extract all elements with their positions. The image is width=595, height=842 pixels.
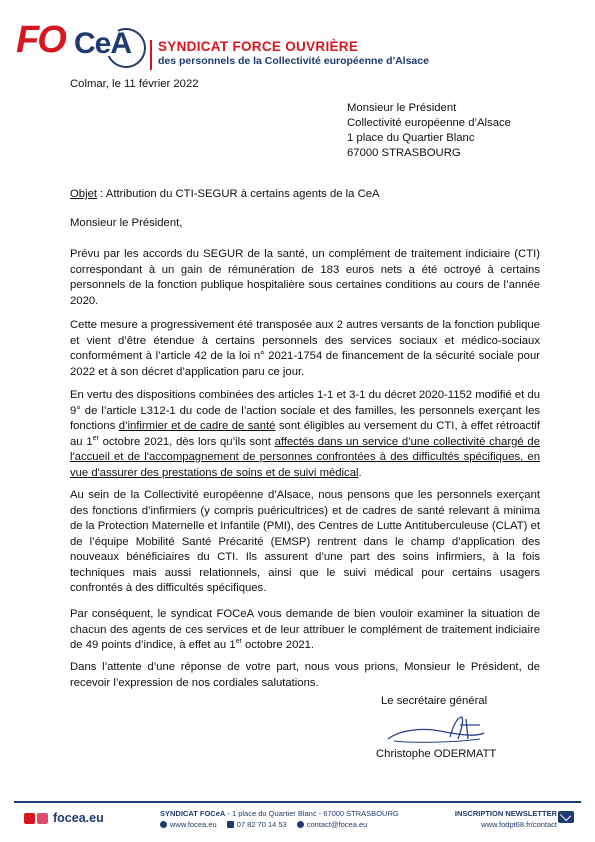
- paragraph-4: [70, 488, 540, 597]
- footer-contact-row: [160, 819, 430, 830]
- superscript: er: [92, 434, 99, 442]
- footer-org-name: SYNDICAT FOCeA: [160, 809, 226, 818]
- paragraph-1: [70, 247, 540, 309]
- footer-email[interactable]: [297, 819, 368, 830]
- footer-newsletter: [445, 808, 557, 830]
- subject-text: : Attribution du CTI-SEGUR à certains agents de la CeA: [97, 188, 380, 200]
- paragraph-3: [70, 388, 540, 481]
- paragraph-6: [70, 660, 540, 691]
- text-run: octobre 2021, dès lors qu’ils sont: [98, 435, 275, 448]
- union-name: [158, 40, 429, 68]
- text-run: En vertu des dispositions combinées des articles 1-1 et 3-1 du décret 2020-1152 modifié et du 9° de l’article L312-1 du code de l’action sociale et des familles, les personnels exerçant les fonctions: [70, 389, 540, 432]
- union-name-line2: des personnels de la Collectivité européenne d'Alsace: [158, 55, 429, 67]
- recipient-line: 67000 STRASBOURG: [347, 147, 461, 159]
- recipient-address: [347, 101, 511, 161]
- paragraph-text: Prévu par les accords du SEGUR de la santé, un complément de traitement indiciaire (CTI) correspondant à un gain de rémunération de 183 euros nets a été octroyé à certains personnels de la fonction publique hospitalière sous certaines conditions au cours de l’année 2020.: [70, 248, 540, 307]
- paragraph-2: [70, 318, 540, 380]
- paragraph-text: Au sein de la Collectivité européenne d’Alsace, nous pensons que les personnels exerçant des fonctions d’infirmiers (y compris puéricultrices) et de cadres de santé relevant à minima de la Protection Maternelle et Infantile (PMI), des Centres de Lutte Antituberculeuse (CLAT) et de l’équipe Mobilité Santé Précarité (EMSP) rentrent dans le champ d’application des nouveaux bénéficiaires du CTI. Ils assurent d’une part des soins infirmiers, à la fois techniques mais aussi relationnels, ainsi que le suivi médical pour certains usagers confrontés à des difficultés spécifiques.: [70, 489, 540, 594]
- text-run: sont éligibles au versement du CTI, à effet rétroactif au 1: [70, 420, 540, 448]
- footer-phone: [227, 819, 287, 830]
- subject-label: Objet: [70, 188, 98, 200]
- footer-contact: [160, 808, 430, 830]
- footer-address-text: - 1 place du Quartier Blanc - 67000 STRASBOURG: [225, 809, 399, 818]
- globe-icon: [160, 821, 167, 828]
- handwritten-signature: [380, 713, 490, 747]
- newsletter-label: INSCRIPTION NEWSLETTER: [454, 809, 557, 818]
- signatory-title: Le secrétaire général: [381, 695, 488, 707]
- underlined-text: affectés dans un service d’une collectivité chargé de l'accueil et de l'accompagnement de personnes confrontées à des difficultés spécifiques, en vue d'assurer des prestations de soins et de suivi médical: [70, 435, 540, 479]
- paragraph-text: Dans l’attente d’une réponse de votre part, nous vous prions, Monsieur le Président, de recevoir l’expression de nos cordiales salutations.: [70, 661, 540, 689]
- footer-website[interactable]: [160, 819, 217, 830]
- underlined-text: d’infirmier et de cadre de santé: [118, 420, 276, 432]
- subject-line: [70, 188, 380, 200]
- union-name-line1: SYNDICAT FORCE OUVRIÈRE: [158, 39, 359, 54]
- paragraph-text: [70, 607, 540, 654]
- recipient-line: Collectivité européenne d’Alsace: [347, 117, 511, 129]
- phone-icon: [227, 821, 234, 828]
- mail-icon[interactable]: [558, 811, 574, 823]
- newsletter-link[interactable]: www.fodpt68.fr/contact: [481, 820, 557, 829]
- focea-logo: [14, 16, 146, 68]
- social-site-link[interactable]: focea.eu: [53, 811, 104, 825]
- email-link[interactable]: contact@focea.eu: [306, 820, 368, 829]
- text-run: octobre 2021.: [241, 639, 315, 651]
- social-links: [24, 811, 104, 825]
- salutation: Monsieur le Président,: [70, 217, 183, 229]
- phone-number: 07 82 70 14 53: [236, 820, 287, 829]
- instagram-icon[interactable]: [37, 813, 48, 824]
- recipient-line: 1 place du Quartier Blanc: [347, 132, 475, 144]
- text-run: Par conséquent, le syndicat FOCeA vous demande de bien vouloir examiner la situation de chacun des agents de ces services et de leur attribuer le complément de traitement indiciaire de 49 points d’indice, à effet au 1: [70, 608, 540, 651]
- footer-address: [160, 808, 430, 819]
- header-divider: [150, 40, 152, 70]
- at-icon: [297, 821, 304, 828]
- logo-fo-text: FO: [16, 19, 65, 61]
- superscript: er: [235, 638, 242, 646]
- footer-divider: [14, 801, 581, 803]
- website-link[interactable]: www.focea.eu: [170, 820, 217, 829]
- paragraph-text: Cette mesure a progressivement été transposée aux 2 autres versants de la fonction publique et vient d’être étendue à certains personnels des services sociaux et médico-sociaux conformément à l’article 42 de la loi n° 2021-1754 de financement de la sécurité sociale pour 2022 et à son décret d’application paru ce jour.: [70, 319, 540, 378]
- recipient-line: Monsieur le Président: [347, 102, 457, 114]
- paragraph-5: [70, 607, 540, 654]
- logo-cea-text: CeA: [74, 27, 132, 60]
- facebook-icon[interactable]: [24, 813, 35, 824]
- text-run: .: [358, 466, 362, 479]
- place-date: Colmar, le 11 février 2022: [70, 78, 199, 90]
- signatory-name: Christophe ODERMATT: [376, 748, 497, 760]
- paragraph-text: [70, 388, 540, 481]
